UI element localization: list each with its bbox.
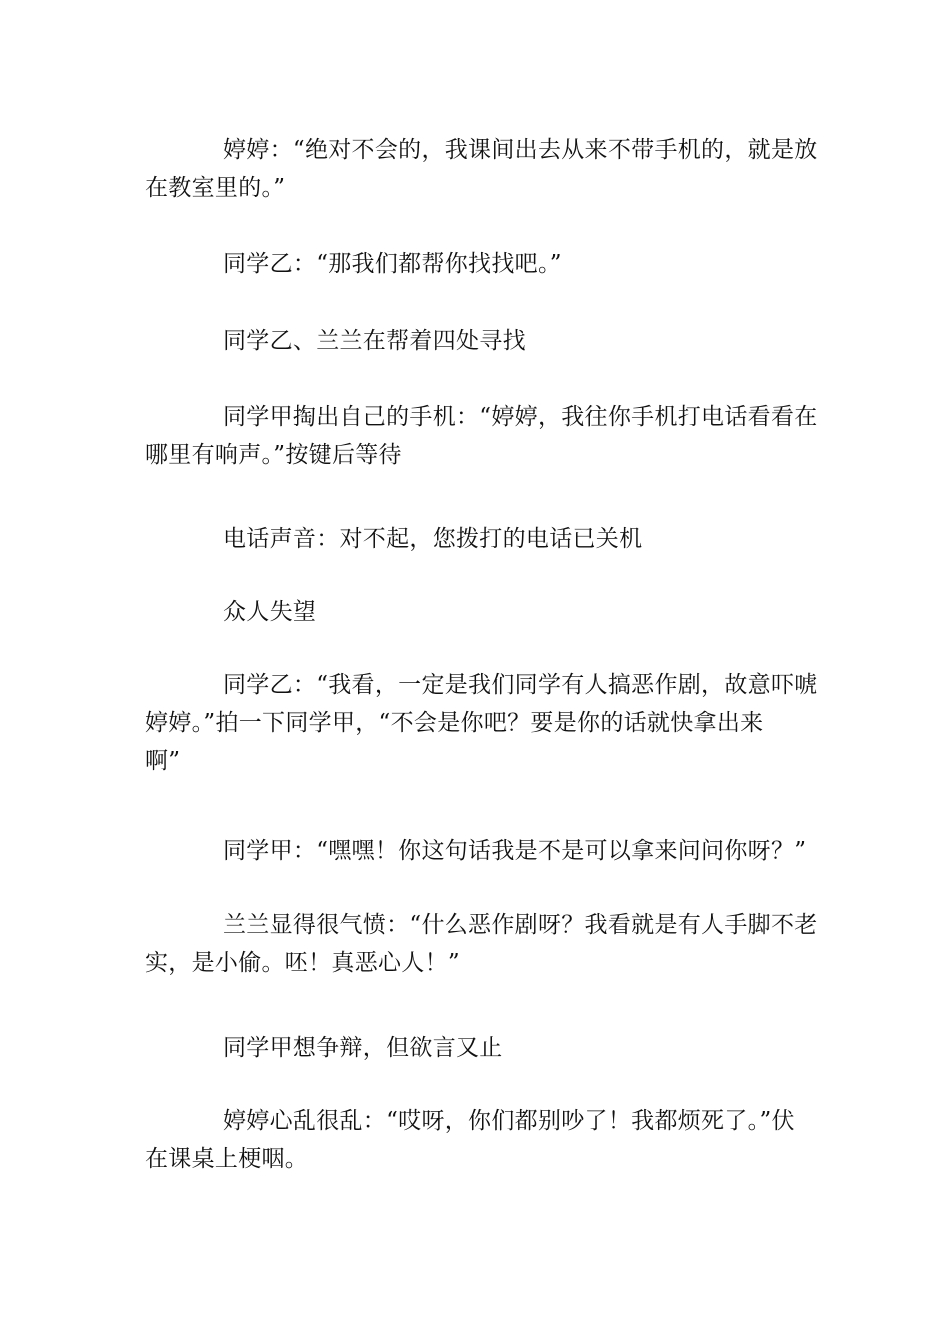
text-line: 在课桌上梗咽。 <box>145 1146 309 1172</box>
paragraph-tingting-upset <box>145 1102 810 1178</box>
paragraph-classmate-a-retort <box>145 832 810 870</box>
paragraph-tingting-reply <box>145 131 818 207</box>
text-line: 电话声音：对不起，您拨打的电话已关机 <box>223 526 643 552</box>
paragraph-classmate-a-call <box>145 398 818 474</box>
text-line: 婷婷心乱很乱：“哎呀，你们都别吵了！我都烦死了。”伏 <box>223 1108 795 1134</box>
text-line: 哪里有响声。”按键后等待 <box>145 442 402 468</box>
text-line: 在教室里的。” <box>145 175 286 201</box>
text-line: 同学甲：“嘿嘿！你这句话我是不是可以拿来问问你呀？” <box>223 838 807 864</box>
text-line: 婷婷：“绝对不会的，我课间出去从来不带手机的，就是放 <box>223 137 818 163</box>
paragraph-phone-voice <box>145 520 810 558</box>
text-line: 同学乙：“那我们都帮你找找吧。” <box>223 251 562 277</box>
paragraph-classmate-b-offer <box>145 245 810 283</box>
text-line: 同学乙、兰兰在帮着四处寻找 <box>223 328 526 354</box>
paragraph-stage-direction-disappointed <box>145 593 810 631</box>
text-line: 兰兰显得很气愤：“什么恶作剧呀？我看就是有人手脚不老 <box>223 912 818 938</box>
text-line: 众人失望 <box>223 599 317 625</box>
paragraph-stage-direction-search <box>145 322 810 360</box>
paragraph-stage-direction-hesitate <box>145 1029 810 1067</box>
text-line: 同学甲掏出自己的手机：“婷婷，我往你手机打电话看看在 <box>223 404 818 430</box>
text-line: 实，是小偷。呸！真恶心人！” <box>145 950 460 976</box>
text-line: 啊” <box>145 748 181 774</box>
text-line: 婷婷。”拍一下同学甲，“不会是你吧？要是你的话就快拿出来 <box>145 710 764 736</box>
paragraph-classmate-b-accuse <box>145 666 818 780</box>
paragraph-lanlan-angry <box>145 906 818 982</box>
text-line: 同学乙：“我看，一定是我们同学有人搞恶作剧，故意吓唬 <box>223 672 818 698</box>
text-line: 同学甲想争辩，但欲言又止 <box>223 1035 503 1061</box>
